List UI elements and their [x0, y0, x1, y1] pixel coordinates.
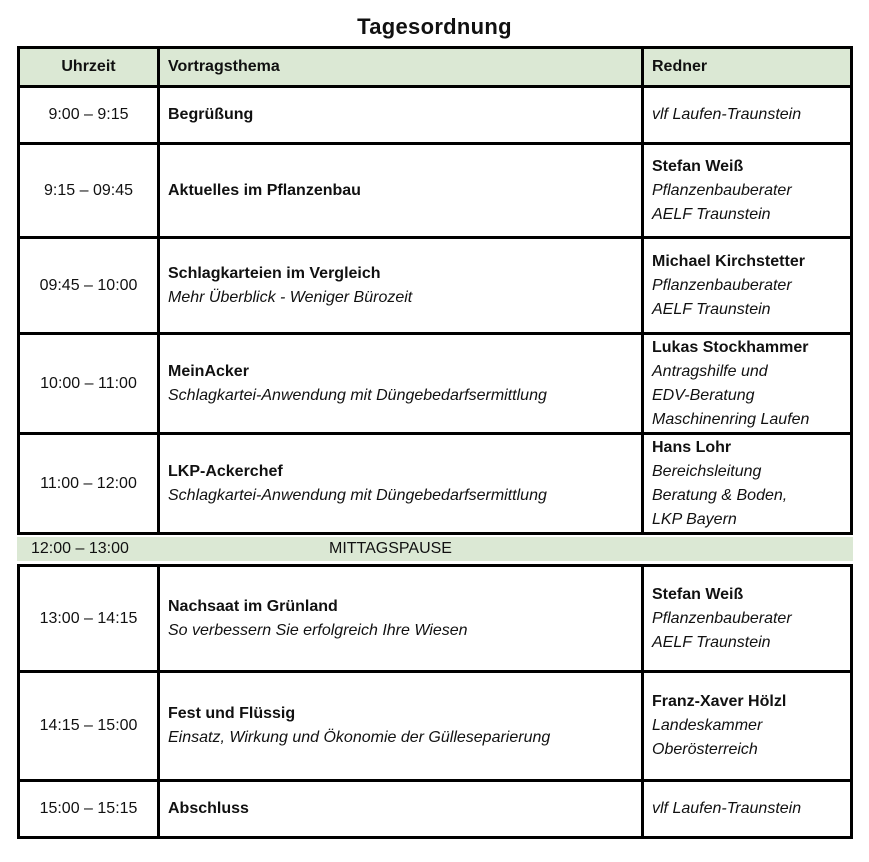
lunch-break-row [17, 537, 853, 561]
speaker-line: Beratung & Boden, [652, 486, 788, 504]
speaker-name: Stefan Weiß [652, 157, 744, 175]
topic-title: MeinAcker [168, 362, 249, 380]
row-time [17, 239, 160, 335]
topic-subtitle: So verbessern Sie erfolgreich Ihre Wiesen [168, 621, 468, 639]
row-topic [160, 782, 644, 839]
table-header [17, 46, 853, 88]
row-speaker [644, 145, 853, 239]
speaker-line: Landeskammer [652, 717, 763, 734]
speaker-line: vlf Laufen-Traunstein [652, 106, 802, 123]
table-row [17, 564, 853, 673]
table-row [17, 88, 853, 145]
topic-subtitle: Schlagkartei-Anwendung mit Düngebedarfsermittlung [168, 386, 547, 404]
speaker-name: Lukas Stockhammer [652, 338, 809, 356]
speaker-line: Pflanzenbauberater [652, 276, 792, 294]
row-topic [160, 335, 644, 435]
row-time [17, 673, 160, 782]
row-time [17, 335, 160, 435]
row-topic [160, 435, 644, 535]
row-topic [160, 239, 644, 335]
row-speaker [644, 673, 853, 782]
page-title: Tagesordnung [357, 14, 512, 39]
speaker-line: Pflanzenbauberater [652, 609, 792, 627]
speaker-line: Antragshilfe und [652, 362, 768, 380]
break-time: 12:00 – 13:00 [31, 540, 129, 557]
time-text: 9:00 – 9:15 [48, 106, 129, 123]
table-row [17, 145, 853, 239]
header-speaker: Redner [644, 46, 853, 88]
row-topic [160, 88, 644, 145]
topic-title: Fest und Flüssig [168, 705, 296, 722]
topic-title: Nachsaat im Grünland [168, 597, 338, 615]
topic-subtitle: Mehr Überblick - Weniger Bürozeit [168, 288, 413, 306]
topic-title: LKP-Ackerchef [168, 462, 283, 480]
speaker-line: EDV-Beratung [652, 386, 755, 404]
speaker-line: Pflanzenbauberater [652, 181, 792, 199]
row-time [17, 435, 160, 535]
speaker-line: vlf Laufen-Traunstein [652, 800, 802, 817]
time-text: 15:00 – 15:15 [39, 800, 138, 817]
row-speaker [644, 88, 853, 145]
speaker-name: Hans Lohr [652, 438, 732, 456]
time-text: 11:00 – 12:00 [40, 474, 137, 492]
speaker-name: Franz-Xaver Hölzl [652, 693, 787, 710]
topic-title: Schlagkarteien im Vergleich [168, 264, 381, 282]
topic-title: Aktuelles im Pflanzenbau [168, 181, 361, 199]
table-row [17, 239, 853, 335]
speaker-line: LKP Bayern [652, 510, 737, 528]
row-topic [160, 145, 644, 239]
row-time [17, 145, 160, 239]
time-text: 10:00 – 11:00 [40, 374, 137, 392]
time-text: 09:45 – 10:00 [39, 276, 138, 294]
table-row [17, 782, 853, 839]
header-time: Uhrzeit [17, 46, 160, 88]
speaker-line: Bereichsleitung [652, 462, 762, 480]
row-topic [160, 673, 644, 782]
row-time [17, 782, 160, 839]
table-row [17, 335, 853, 435]
time-text: 14:15 – 15:00 [39, 717, 138, 734]
time-text: 9:15 – 09:45 [44, 181, 133, 199]
row-time [17, 564, 160, 673]
header-topic: Vortragsthema [160, 46, 644, 88]
speaker-line: AELF Traunstein [652, 205, 771, 223]
row-speaker [644, 564, 853, 673]
topic-subtitle: Einsatz, Wirkung und Ökonomie der Gülleseparierung [168, 729, 551, 746]
topic-subtitle: Schlagkartei-Anwendung mit Düngebedarfsermittlung [168, 486, 547, 504]
speaker-name: Stefan Weiß [652, 585, 744, 603]
speaker-line: AELF Traunstein [652, 300, 771, 318]
speaker-line: Oberösterreich [652, 741, 758, 758]
topic-title: Begrüßung [168, 106, 254, 123]
break-label: MITTAGSPAUSE [329, 540, 452, 557]
row-speaker [644, 782, 853, 839]
table-row [17, 673, 853, 782]
table-row [17, 435, 853, 535]
row-topic [160, 564, 644, 673]
row-speaker [644, 239, 853, 335]
row-time [17, 88, 160, 145]
speaker-line: AELF Traunstein [652, 633, 771, 651]
topic-title: Abschluss [168, 800, 249, 817]
row-speaker [644, 435, 853, 535]
speaker-name: Michael Kirchstetter [652, 252, 805, 270]
time-text: 13:00 – 14:15 [39, 609, 138, 627]
row-speaker [644, 335, 853, 435]
speaker-line: Maschinenring Laufen [652, 410, 810, 428]
